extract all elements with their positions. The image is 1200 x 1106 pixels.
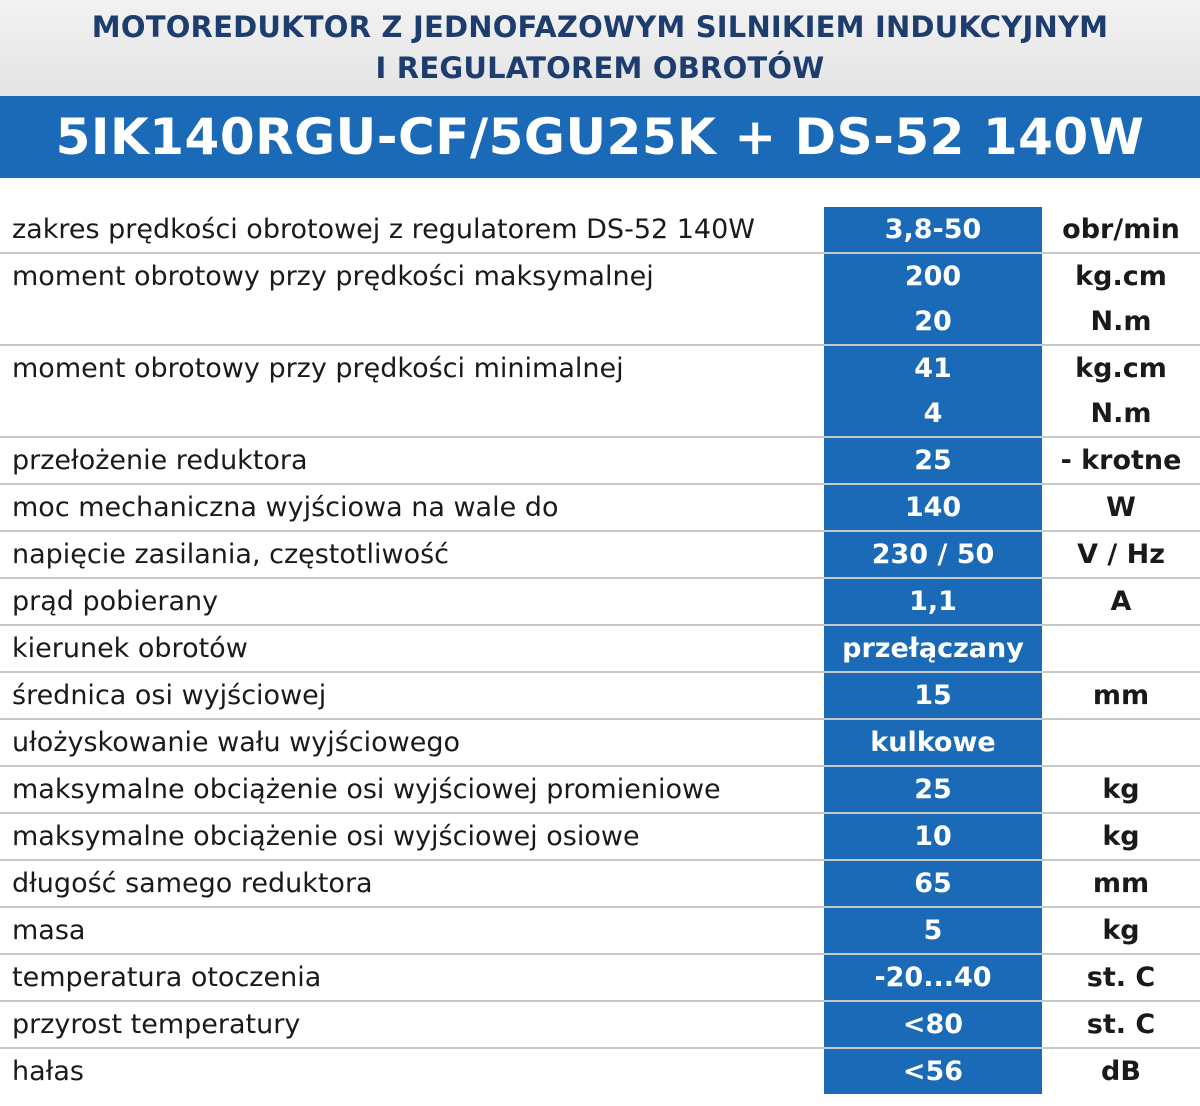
spec-value-cell xyxy=(824,207,1042,252)
spec-label: przełożenie reduktora xyxy=(12,445,308,476)
spec-unit-cell xyxy=(1042,908,1200,953)
spec-unit-cell xyxy=(1042,626,1200,671)
spec-unit-cell xyxy=(1042,1049,1200,1094)
spec-unit-cell xyxy=(1042,1002,1200,1047)
spec-value: 4 xyxy=(923,398,943,429)
spec-value: 15 xyxy=(914,680,952,711)
spec-label: zakres prędkości obrotowej z regulatorem DS-52 140W xyxy=(12,214,755,245)
spec-label: moc mechaniczna wyjściowa na wale do xyxy=(12,492,559,523)
spec-unit-cell xyxy=(1042,207,1200,252)
spec-sheet-title xyxy=(0,0,1200,96)
spec-row xyxy=(0,720,1200,767)
spec-label: długość samego reduktora xyxy=(12,868,373,899)
spec-unit-cell xyxy=(1042,720,1200,765)
spec-label: przyrost temperatury xyxy=(12,1009,301,1040)
spec-label: ułożyskowanie wału wyjściowego xyxy=(12,727,460,758)
spec-value-cell xyxy=(824,438,1042,483)
model-name: 5IK140RGU-CF/5GU25K + DS-52 140W xyxy=(55,108,1145,166)
spec-unit: - krotne xyxy=(1060,445,1182,476)
spec-row xyxy=(0,438,1200,485)
spec-unit-cell xyxy=(1042,254,1200,344)
spec-label: masa xyxy=(12,915,86,946)
spec-row xyxy=(0,485,1200,532)
spec-unit: N.m xyxy=(1090,306,1152,337)
spec-row xyxy=(0,861,1200,908)
spec-value-cell xyxy=(824,532,1042,577)
spec-value-cell xyxy=(824,955,1042,1000)
spec-unit xyxy=(1042,720,1200,765)
spec-row xyxy=(0,579,1200,626)
spec-value-cell xyxy=(824,720,1042,765)
spec-row xyxy=(0,532,1200,579)
spec-value-cell xyxy=(824,814,1042,859)
spec-unit: kg xyxy=(1102,915,1140,946)
spec-unit-cell xyxy=(1042,485,1200,530)
spec-value-cell xyxy=(824,908,1042,953)
spec-value: 41 xyxy=(914,353,952,384)
spec-value: 230 / 50 xyxy=(871,539,995,570)
spec-row xyxy=(0,1002,1200,1049)
spec-value: 140 xyxy=(904,492,962,523)
spec-unit-cell xyxy=(1042,579,1200,624)
spec-value: 200 xyxy=(904,261,962,292)
spec-value-cell xyxy=(824,626,1042,671)
spec-value: 1,1 xyxy=(909,586,957,617)
spec-unit: mm xyxy=(1092,680,1150,711)
spec-value: kulkowe xyxy=(870,727,996,758)
spec-unit-cell xyxy=(1042,673,1200,718)
spec-value-cell xyxy=(824,485,1042,530)
spec-value-cell xyxy=(824,861,1042,906)
spec-unit: A xyxy=(1110,586,1132,617)
spec-unit-cell xyxy=(1042,955,1200,1000)
spec-label: moment obrotowy przy prędkości minimalnej xyxy=(12,353,624,384)
spec-unit: kg xyxy=(1102,774,1140,805)
spec-row xyxy=(0,1049,1200,1094)
model-banner xyxy=(0,96,1200,178)
spec-value: 25 xyxy=(914,445,952,476)
spec-value: -20...40 xyxy=(874,962,992,993)
spec-value: 5 xyxy=(923,915,943,946)
spec-row xyxy=(0,955,1200,1002)
spec-label: moment obrotowy przy prędkości maksymalnej xyxy=(12,261,654,292)
spec-row xyxy=(0,673,1200,720)
spec-unit-cell xyxy=(1042,767,1200,812)
spec-unit: st. C xyxy=(1086,1009,1156,1040)
spec-unit: obr/min xyxy=(1062,214,1180,245)
spec-value-cell xyxy=(824,254,1042,344)
spec-label: maksymalne obciążenie osi wyjściowej osiowe xyxy=(12,821,640,852)
spec-unit: dB xyxy=(1101,1056,1141,1087)
spec-value: 3,8-50 xyxy=(884,214,982,245)
spec-unit: kg.cm xyxy=(1075,261,1167,292)
spec-unit: kg xyxy=(1102,821,1140,852)
spec-unit-cell xyxy=(1042,438,1200,483)
spec-value: 10 xyxy=(914,821,952,852)
spec-value-cell xyxy=(824,1002,1042,1047)
spec-unit: N.m xyxy=(1090,398,1152,429)
spec-unit-cell xyxy=(1042,532,1200,577)
spec-unit-cell xyxy=(1042,861,1200,906)
spec-row xyxy=(0,626,1200,673)
spec-table xyxy=(0,207,1200,1094)
spec-value-cell xyxy=(824,579,1042,624)
spec-row xyxy=(0,767,1200,814)
title-line-1: MOTOREDUKTOR Z JEDNOFAZOWYM SILNIKIEM INDUKCYJNYM xyxy=(91,10,1109,44)
spec-value: 20 xyxy=(914,306,952,337)
spec-unit: mm xyxy=(1092,868,1150,899)
spec-label: maksymalne obciążenie osi wyjściowej promieniowe xyxy=(12,774,721,805)
spec-row xyxy=(0,908,1200,955)
spec-label: prąd pobierany xyxy=(12,586,219,617)
spec-unit xyxy=(1042,626,1200,671)
title-line-2: I REGULATOREM OBROTÓW xyxy=(375,51,825,85)
spec-label: hałas xyxy=(12,1056,84,1087)
spec-value-cell xyxy=(824,1049,1042,1094)
spec-row xyxy=(0,346,1200,438)
spec-value: <80 xyxy=(902,1009,964,1040)
spec-unit: W xyxy=(1106,492,1136,523)
spec-value: 65 xyxy=(914,868,952,899)
spec-row xyxy=(0,814,1200,861)
spec-value-cell xyxy=(824,673,1042,718)
spec-value: 25 xyxy=(914,774,952,805)
spec-unit-cell xyxy=(1042,814,1200,859)
spec-row xyxy=(0,254,1200,346)
spec-value-cell xyxy=(824,346,1042,436)
spec-value: przełączany xyxy=(842,633,1024,664)
spec-unit: V / Hz xyxy=(1077,539,1165,570)
spec-label: średnica osi wyjściowej xyxy=(12,680,327,711)
spec-row xyxy=(0,207,1200,254)
spec-label: temperatura otoczenia xyxy=(12,962,322,993)
spec-label: kierunek obrotów xyxy=(12,633,248,664)
spec-label: napięcie zasilania, częstotliwość xyxy=(12,539,450,570)
spec-unit: st. C xyxy=(1086,962,1156,993)
spec-unit-cell xyxy=(1042,346,1200,436)
spec-value-cell xyxy=(824,767,1042,812)
spec-unit: kg.cm xyxy=(1075,353,1167,384)
spec-value: <56 xyxy=(902,1056,964,1087)
